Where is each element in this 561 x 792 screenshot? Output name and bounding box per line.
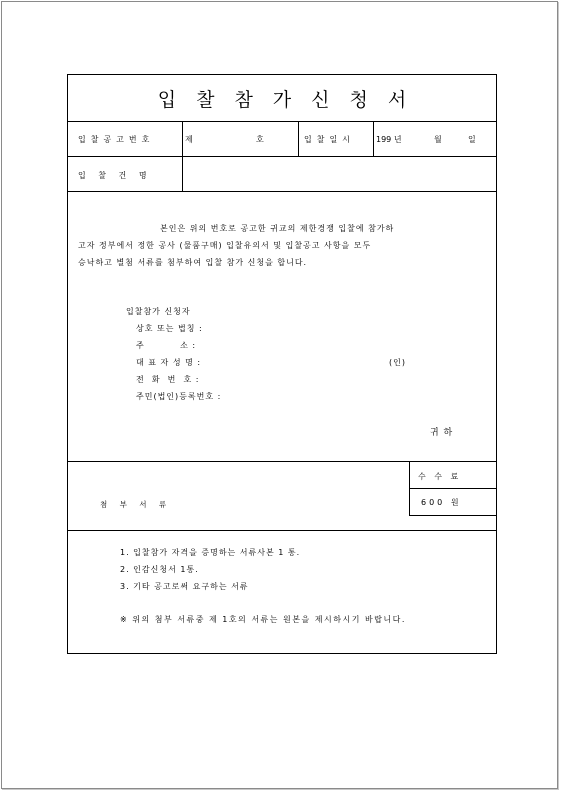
bid-item-label: 입 찰 건 명 (78, 171, 152, 180)
divider (373, 121, 374, 156)
divider (409, 488, 496, 489)
page-title: 입찰참가신청서 (157, 89, 427, 111)
attachment-item: 3. 기타 공고로써 요구하는 서류 (120, 582, 249, 591)
bid-notice-prefix: 제 (185, 135, 193, 144)
attachment-item: 1. 입찰참가 자격을 증명하는 서류사본 1 통. (120, 548, 301, 557)
attachment-item: 2. 인감신청서 1통. (120, 565, 199, 574)
applicant-field-company: 상호 또는 법칭 : (136, 324, 203, 333)
applicant-field-address: 주 소 : (136, 341, 197, 350)
bid-notice-suffix: 호 (256, 135, 264, 144)
statement-line: 본인은 위의 번호로 공고한 귀교의 제한경쟁 입찰에 참가하 (160, 224, 395, 233)
divider (68, 156, 496, 157)
divider (68, 530, 496, 531)
divider (298, 121, 299, 156)
divider (182, 121, 183, 191)
bid-date-month: 월 (434, 135, 442, 144)
bid-date-year: 199 년 (376, 135, 402, 144)
divider (68, 121, 496, 122)
applicant-field-registration: 주민(법인)등록번호 : (136, 392, 222, 401)
attachment-note: ※ 위의 첨부 서류중 제 1호의 서류는 원본을 제시하시기 바랍니다. (120, 615, 406, 624)
divider (68, 191, 496, 192)
bid-notice-label: 입찰공고번호 (78, 135, 155, 144)
statement-line: 승낙하고 별첨 서류를 첨부하여 입찰 참가 신청을 합니다. (78, 258, 308, 267)
applicant-field-representative: 대 표 자 성 명 : (136, 358, 202, 367)
fee-value: 600 원 (421, 498, 462, 507)
fee-label: 수 수 료 (418, 472, 462, 481)
applicant-field-phone: 전 화 번 호 : (136, 375, 200, 384)
bid-application-form (67, 74, 497, 654)
seal-mark: (인) (389, 358, 406, 367)
addressee: 귀 하 (430, 428, 454, 438)
attachments-label: 첨 부 서 류 (100, 500, 172, 509)
bid-date-day: 일 (468, 135, 476, 144)
applicant-heading: 입찰참가 신청자 (126, 307, 191, 316)
bid-date-label: 입찰일시 (304, 135, 355, 144)
statement-line: 고자 정부에서 정한 공사 (물품구매) 입찰유의서 및 입찰공고 사항을 모두 (78, 241, 372, 250)
